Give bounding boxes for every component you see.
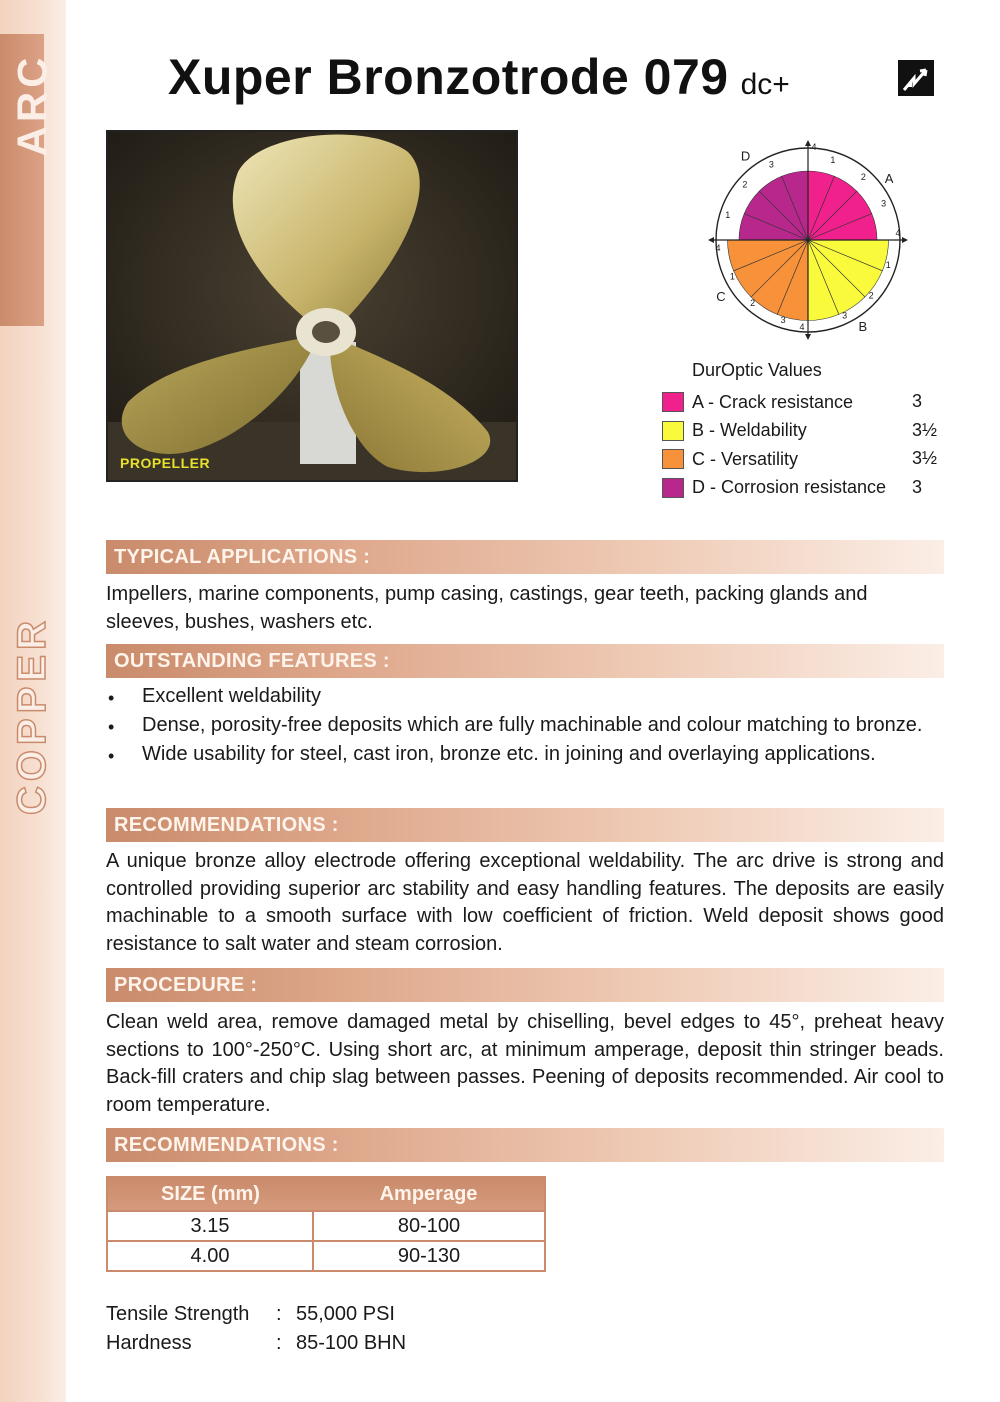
table-row: [107, 1211, 545, 1241]
chart-tick-label: 1: [885, 259, 891, 270]
table-cell: 3.15: [107, 1211, 313, 1241]
legend-label: D - Corrosion resistance: [692, 477, 887, 498]
legend-label: A - Crack resistance: [692, 391, 854, 412]
legend-swatch: [662, 392, 684, 412]
duroptic-legend: [662, 388, 952, 502]
table-header-row: [107, 1177, 545, 1211]
recommendations-heading: RECOMMENDATIONS :: [114, 813, 339, 836]
legend-value: 3½: [912, 419, 938, 440]
property-separator: :: [276, 1332, 282, 1354]
material-label: [2, 590, 62, 840]
features-list: [106, 684, 944, 771]
procedure-header: [106, 968, 944, 1002]
chart-tick-label: 4: [715, 243, 721, 253]
chart-tick-label: 3: [780, 315, 786, 326]
property-row: [106, 1300, 406, 1329]
category-label: [2, 40, 62, 170]
chart-category-label: B: [858, 319, 868, 335]
column-header: SIZE (mm): [107, 1177, 313, 1211]
chart-tick-label: 4: [811, 142, 817, 152]
chart-tick-label: 1: [729, 271, 735, 282]
legend-item: [662, 388, 952, 417]
property-value: 55,000 PSI: [296, 1303, 395, 1325]
chart-tick-label: 2: [868, 290, 874, 301]
column-header: Amperage: [313, 1177, 545, 1211]
chart-tick-label: 2: [860, 171, 866, 182]
legend-value: 3: [912, 476, 923, 497]
legend-item: [662, 474, 952, 503]
chart-category-label: A: [884, 171, 894, 187]
procedure-heading: PROCEDURE :: [114, 973, 258, 996]
table-section-heading: RECOMMENDATIONS :: [114, 1133, 339, 1156]
product-name: Xuper Bronzotrode 079: [168, 49, 729, 105]
chart-tick-label: 2: [742, 179, 748, 190]
features-heading: OUTSTANDING FEATURES :: [114, 649, 390, 672]
chart-arrow: [902, 237, 908, 243]
property-label: Hardness: [106, 1332, 192, 1354]
legend-swatch: [662, 421, 684, 441]
features-header: [106, 644, 944, 678]
chart-tick-label: 1: [830, 154, 836, 165]
legend-label: C - Versatility: [692, 448, 799, 469]
table-cell: 90-130: [313, 1241, 545, 1271]
category-text: ARC: [8, 53, 55, 157]
recommendations-header: [106, 808, 944, 842]
mechanical-properties: [106, 1300, 406, 1358]
chart-tick-label: 4: [799, 322, 805, 332]
chart-tick-label: 4: [895, 228, 901, 238]
table-row: [107, 1241, 545, 1271]
legend-value: 3: [912, 391, 923, 411]
amperage-table: [106, 1176, 546, 1272]
side-bar: [0, 0, 66, 1402]
duroptic-chart: [690, 132, 926, 358]
chart-tick-label: 3: [768, 159, 774, 170]
photo-caption: PROPELLER: [120, 455, 211, 471]
chart-arrow: [805, 140, 811, 146]
recommendations-text: A unique bronze alloy electrode offering exceptional weldability. The arc drive is strong and controlled providing superior arc stability and easy handling features. The deposits are easily machinable to a smooth surface with low coefficient of friction. Weld deposit shows good resistance to salt water and steam corrosion.: [106, 850, 944, 955]
legend-title: DurOptic Values: [692, 360, 822, 380]
chart-category-label: D: [740, 148, 751, 164]
chart-arrow: [708, 237, 714, 243]
legend-label: B - Weldability: [692, 420, 807, 441]
table-section-header: [106, 1128, 944, 1162]
table-cell: 80-100: [313, 1211, 545, 1241]
chart-tick-label: 3: [881, 198, 887, 209]
table-cell: 4.00: [107, 1241, 313, 1271]
legend-swatch: [662, 449, 684, 469]
legend-item: [662, 445, 952, 474]
applications-text: Impellers, marine components, pump casing, castings, gear teeth, packing glands and sleeves, bushes, washers etc.: [106, 583, 868, 633]
applications-header: [106, 540, 944, 574]
property-separator: :: [276, 1303, 282, 1325]
feature-item: • Wide usability for steel, cast iron, bronze etc. in joining and overlaying applications.: [106, 742, 944, 767]
property-value: 85-100 BHN: [296, 1332, 407, 1354]
feature-item: • Excellent weldability: [106, 684, 944, 709]
legend-swatch: [662, 478, 684, 498]
legend-item: [662, 417, 952, 446]
property-label: Tensile Strength: [106, 1303, 250, 1325]
chart-arrow: [805, 334, 811, 340]
polarity-label: dc+: [740, 68, 790, 101]
applications-heading: TYPICAL APPLICATIONS :: [114, 545, 371, 568]
propeller-photo: [106, 130, 518, 482]
legend-value: 3½: [912, 448, 938, 468]
chart-category-label: C: [716, 288, 726, 304]
chart-tick-label: 2: [750, 298, 756, 309]
chart-tick-label: 3: [842, 310, 848, 321]
property-row: [106, 1329, 406, 1358]
material-text: COPPER: [9, 615, 54, 815]
lightning-icon: [898, 60, 934, 96]
chart-tick-label: 1: [725, 210, 731, 221]
feature-item: • Dense, porosity-free deposits which are fully machinable and colour matching to bronze.: [106, 713, 944, 738]
page-title: [168, 48, 790, 108]
procedure-text: Clean weld area, remove damaged metal by chiselling, bevel edges to 45°, preheat heavy sections to 100°-250°C. Using short arc, at minimum amperage, deposit thin stringer beads. Back-fill craters and chip slag between passes. Peening of deposits recommended. Air cool to room temperature.: [106, 1011, 944, 1116]
